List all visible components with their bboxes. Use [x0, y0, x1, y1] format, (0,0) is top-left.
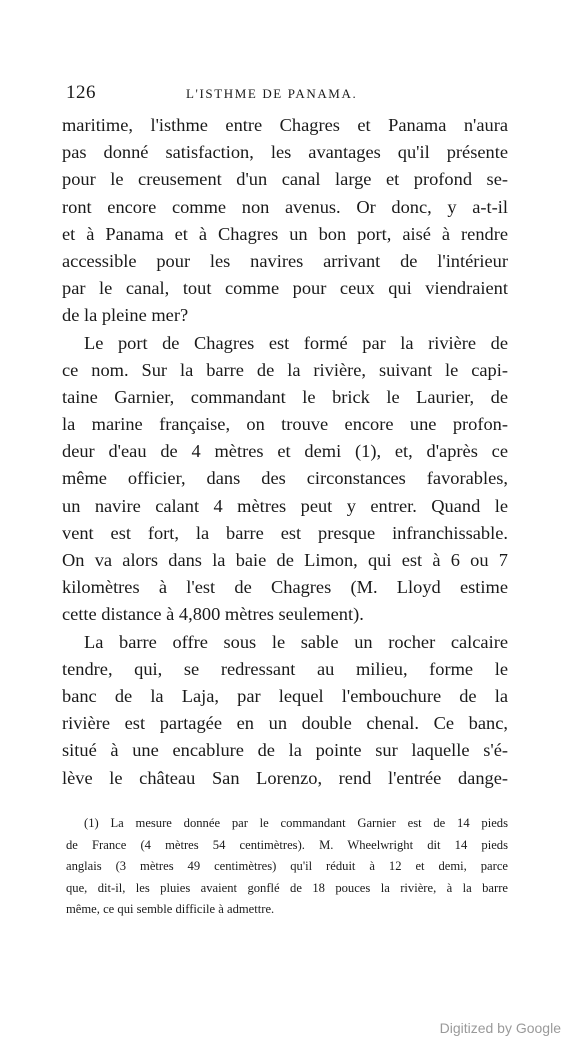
body-line: accessible pour les navires arrivant de l'intérieur: [62, 250, 508, 271]
body-line: lève le château San Lorenzo, rend l'entrée dange-: [62, 767, 508, 788]
body-line: cette distance à 4,800 mètres seulement).: [62, 604, 364, 625]
body-line: taine Garnier, commandant le brick le Laurier, de: [62, 386, 508, 407]
body-line: deur d'eau de 4 mètres et demi (1), et, d'après ce: [62, 441, 508, 462]
body-line: Le port de Chagres est formé par la rivière de: [84, 332, 508, 353]
body-line: pour le creusement d'un canal large et profond se-: [62, 169, 508, 190]
body-line: et à Panama et à Chagres un bon port, aisé à rendre: [62, 223, 508, 244]
body-line: pas donné satisfaction, les avantages qu'il présente: [62, 142, 508, 163]
body-text: [62, 112, 508, 792]
footnote-line: que, dit-il, les pluies avaient gonflé de 18 pouces la rivière, à la barre: [66, 880, 508, 895]
body-line: rivière est partagée en un double chenal. Ce banc,: [62, 713, 508, 734]
body-line: situé à une encablure de la pointe sur laquelle s'é-: [62, 740, 508, 761]
body-line: un navire calant 4 mètres peut y entrer. Quand le: [62, 495, 508, 516]
body-line: même officier, dans des circonstances favorables,: [62, 468, 508, 489]
body-line: ront encore comme non avenus. Or donc, y a-t-il: [62, 196, 508, 217]
page-header: [66, 82, 508, 108]
body-line: par le canal, tout comme pour ceux qui viendraient: [62, 278, 508, 299]
body-line: On va alors dans la baie de Limon, qui est à 6 ou 7: [62, 550, 508, 570]
body-line: de la pleine mer?: [62, 305, 189, 326]
body-line: la marine française, on trouve encore une profon-: [62, 414, 508, 435]
body-line: ce nom. Sur la barre de la rivière, suivant le capi-: [62, 359, 508, 380]
page-number: 126: [66, 82, 96, 103]
body-line: maritime, l'isthme entre Chagres et Panama n'aura: [62, 115, 508, 135]
body-line: tendre, qui, se redressant au milieu, forme le: [62, 658, 508, 679]
body-line: kilomètres à l'est de Chagres (M. Lloyd estime: [62, 577, 508, 598]
body-line: La barre offre sous le sable un rocher calcaire: [84, 631, 508, 652]
watermark: Digitized by Google: [439, 1020, 561, 1036]
footnotes: [66, 813, 508, 921]
footnote-line: de France (4 mètres 54 centimètres). M. Wheelwright dit 14 pieds: [66, 837, 508, 852]
footnote-line: anglais (3 mètres 49 centimètres) qu'il réduit à 12 et demi, parce: [66, 859, 508, 873]
footnote-line: même, ce qui semble difficile à admettre.: [66, 902, 275, 916]
body-line: vent est fort, la barre est presque infranchissable.: [62, 522, 508, 543]
footnote-line: (1) La mesure donnée par le commandant Garnier est de 14 pieds: [84, 816, 508, 830]
running-head: L'ISTHME DE PANAMA.: [186, 86, 358, 101]
body-line: banc de la Laja, par lequel l'embouchure de la: [62, 685, 508, 706]
